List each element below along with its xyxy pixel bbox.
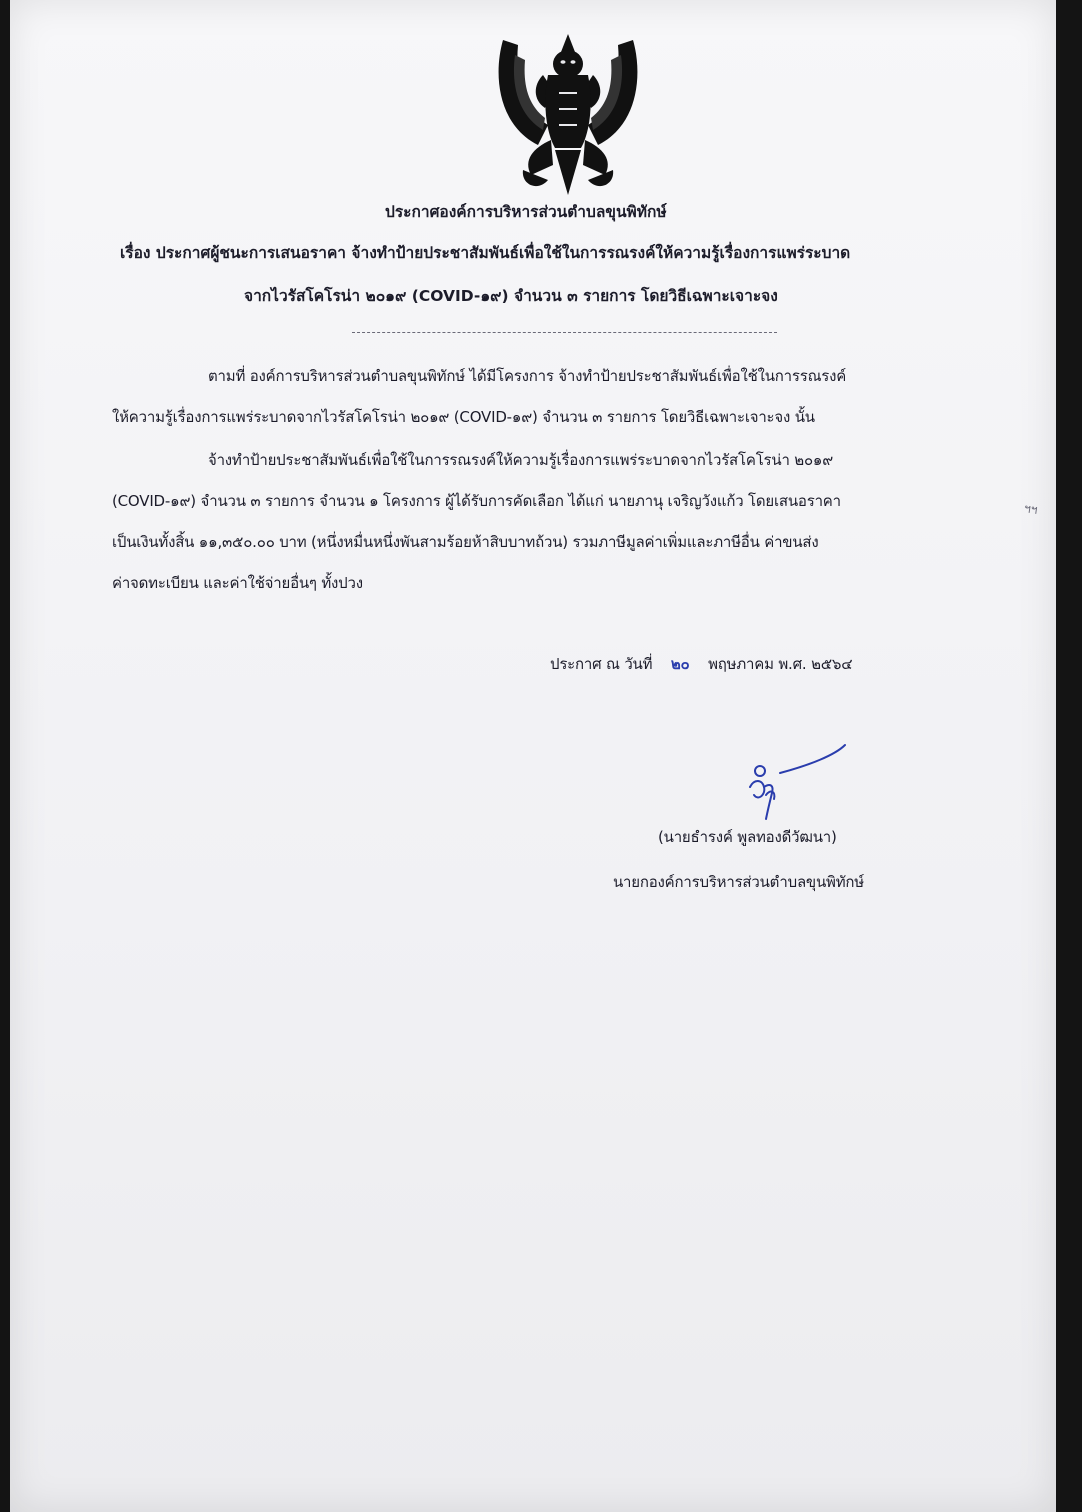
announcement-date [550, 652, 852, 676]
paragraph-2-line-2: (COVID-๑๙) จำนวน ๓ รายการ จำนวน ๑ โครงการ ผู้ได้รับการคัดเลือก ได้แก่ นายภานุ เจริญวังแก้ว โดยเสนอราคา [112, 492, 841, 510]
signatory-name: (นายธำรงค์ พูลทองดีวัฒนา) [658, 828, 837, 846]
margin-note: ฯฯ [1023, 501, 1039, 517]
subject-line: เรื่อง ประกาศผู้ชนะการเสนอราคา จ้างทำป้ายประชาสัมพันธ์เพื่อใช้ในการรณรงค์ให้ความรู้เรื่องการแพร่ระบาด [120, 244, 851, 262]
date-day: ๒๐ [670, 655, 690, 673]
subject-line-continued: จากไวรัสโคโรน่า ๒๐๑๙ (COVID-๑๙) จำนวน ๓ รายการ โดยวิธีเฉพาะเจาะจง [244, 287, 778, 305]
handwritten-signature-icon [740, 735, 880, 835]
garuda-emblem-icon [493, 30, 643, 200]
paragraph-2-line-3: เป็นเงินทั้งสิ้น ๑๑,๓๕๐.๐๐ บาท (หนึ่งหมื่นหนึ่งพันสามร้อยห้าสิบบาทถ้วน) รวมภาษีมูลค่าเพิ่มและภาษีอื่น ค่าขนส่ง [112, 533, 819, 551]
paragraph-1-line-1: ตามที่ องค์การบริหารส่วนตำบลขุนพิทักษ์ ได้มีโครงการ จ้างทำป้ายประชาสัมพันธ์เพื่อใช้ในการรณรงค์ [208, 367, 847, 385]
paragraph-2-line-1: จ้างทำป้ายประชาสัมพันธ์เพื่อใช้ในการรณรงค์ให้ความรู้เรื่องการแพร่ระบาดจากไวรัสโคโรน่า ๒๐๑๙ [208, 451, 834, 469]
divider [352, 332, 777, 333]
date-month-year: พฤษภาคม พ.ศ. ๒๕๖๔ [708, 655, 853, 673]
document-page [10, 0, 1056, 1512]
paragraph-2-line-4: ค่าจดทะเบียน และค่าใช้จ่ายอื่นๆ ทั้งปวง [112, 574, 363, 592]
paragraph-1-line-2: ให้ความรู้เรื่องการแพร่ระบาดจากไวรัสโคโรน่า ๒๐๑๙ (COVID-๑๙) จำนวน ๓ รายการ โดยวิธีเฉพาะเจาะจง นั้น [112, 408, 815, 426]
signatory-position: นายกองค์การบริหารส่วนตำบลขุนพิทักษ์ [613, 873, 864, 891]
announcement-title: ประกาศองค์การบริหารส่วนตำบลขุนพิทักษ์ [385, 203, 667, 221]
date-prefix: ประกาศ ณ วันที่ [550, 655, 653, 673]
